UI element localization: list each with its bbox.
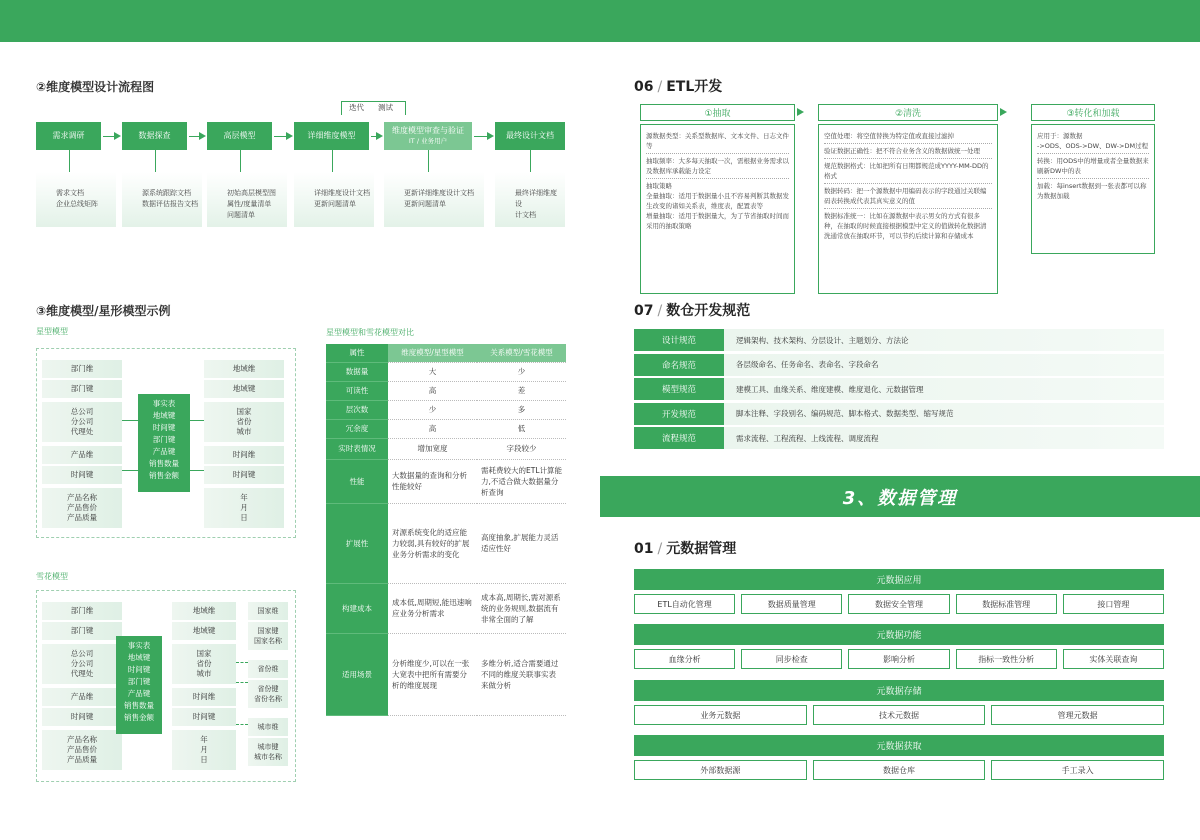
meta-title: 元数据管理 — [666, 541, 737, 557]
etl-arrow — [1000, 108, 1007, 116]
meta-item: 数据质量管理 — [741, 594, 842, 614]
flow-arrow-head — [376, 132, 383, 140]
flow-step-desc: 需求文档 企业总线矩阵 — [36, 172, 116, 227]
compare-cell: 适用场景 — [326, 633, 388, 715]
dimension-cell: 国家 省份 城市 — [172, 644, 236, 684]
etl-item: 数据转码：把一个源数据中用编码表示的字段通过关联编码表转换成代表其真实意义的值 — [824, 184, 992, 209]
meta-group-head: 元数据功能 — [634, 624, 1164, 645]
meta-group-head: 元数据存储 — [634, 680, 1164, 701]
compare-cell: 高度抽象,扩展能力灵活适应性好 — [477, 503, 566, 583]
etl-item: 转换：用ODS中的增量或者全量数据来刷新DW中的表 — [1037, 154, 1149, 179]
sub-dimension-cell: 城市键 城市名称 — [248, 738, 288, 766]
compare-cell: 少 — [388, 400, 477, 419]
compare-cell: 成本高,周期长,需对源系统的业务规则,数据流有非常全面的了解 — [477, 583, 566, 633]
flow-connector — [428, 150, 429, 172]
flow-step — [495, 122, 565, 150]
flow-arrow-head — [487, 132, 494, 140]
flow-step-desc: 更新详细维度设计文档 更新问题清单 — [384, 172, 484, 227]
flow-arrow-line — [474, 136, 488, 137]
compare-cell: 性能 — [326, 459, 388, 503]
flow-connector — [155, 150, 156, 172]
dimension-cell: 产品维 — [42, 446, 122, 464]
dimension-cell: 产品名称 产品售价 产品质量 — [42, 730, 122, 770]
meta-item: 业务元数据 — [634, 705, 807, 725]
flow-arrow-head — [199, 132, 206, 140]
etl-column-head: ①抽取 — [640, 104, 795, 121]
dimension-cell: 时间维 — [204, 446, 284, 464]
compare-header-cell: 维度模型/星型模型 — [388, 344, 477, 362]
meta-group-head: 元数据获取 — [634, 735, 1164, 756]
flow-step-sub: IT / 业务用户 — [408, 137, 448, 145]
etl-item: 源数据类型：关系型数据库、文本文件、日志文件等 — [646, 129, 789, 154]
spec-value: 需求流程、工程流程、上线流程、调度流程 — [736, 433, 879, 443]
flow-step-label: 高层模型 — [223, 131, 256, 140]
sub-dimension-cell: 国家键 国家名称 — [248, 622, 288, 650]
star-model-label: 星型模型 — [36, 327, 68, 336]
spec-row — [634, 403, 1164, 425]
compare-row — [326, 419, 566, 438]
meta-item: 数据标准管理 — [956, 594, 1057, 614]
flow-connector — [69, 150, 70, 172]
etl-column-head: ③转化和加载 — [1031, 104, 1155, 121]
dimension-cell: 地域维 — [204, 360, 284, 378]
flow-step-label: 需求调研 — [52, 131, 85, 140]
flow-arrow-head — [114, 132, 121, 140]
connector — [190, 470, 204, 471]
etl-item: 抽取频率：大多每天抽取一次，需根据业务需求以及数据库承载能力设定 — [646, 154, 789, 179]
compare-row — [326, 438, 566, 459]
compare-cell: 分析维度少,可以在一张大宽表中把所有需要分析的维度展现 — [388, 633, 477, 715]
dashed-connector — [236, 682, 248, 683]
compare-row — [326, 459, 566, 503]
spec-number: 07 — [634, 303, 654, 319]
etl-item: 应用于：源数据 ->ODS、ODS->DW、DW->DM过程 — [1037, 129, 1149, 154]
compare-row — [326, 362, 566, 381]
dimension-cell: 产品维 — [42, 688, 122, 706]
meta-item: 外部数据源 — [634, 760, 807, 780]
sub-dimension-cell: 国家维 — [248, 602, 288, 620]
etl-arrow — [797, 108, 804, 116]
spec-row — [634, 427, 1164, 449]
flow-step — [384, 122, 472, 150]
compare-cell: 字段较少 — [477, 438, 566, 459]
meta-item: 血缘分析 — [634, 649, 735, 669]
snowflake-model-label: 雪花模型 — [36, 572, 68, 581]
spec-row — [634, 329, 1164, 351]
etl-title: ETL开发 — [666, 79, 723, 95]
spec-key: 设计规范 — [634, 329, 724, 351]
compare-row — [326, 633, 566, 715]
compare-cell: 高 — [388, 419, 477, 438]
dashed-connector — [236, 724, 248, 725]
compare-header-cell: 属性 — [326, 344, 388, 362]
etl-column-body — [640, 124, 795, 294]
connector — [122, 470, 138, 471]
flow-step-label: 最终设计文档 — [506, 131, 554, 140]
dimension-cell: 年 月 日 — [172, 730, 236, 770]
flow-arrow-head — [286, 132, 293, 140]
dimension-cell: 地域键 — [172, 622, 236, 640]
etl-item: 加载：每insert数据到一张表都可以称为数据加载 — [1037, 182, 1147, 200]
compare-row — [326, 381, 566, 400]
compare-cell: 低 — [477, 419, 566, 438]
flow-step-desc: 初始高层模型图 属性/度量清单 问题清单 — [207, 172, 287, 227]
section-banner: 3、数据管理 — [600, 476, 1200, 517]
flow-connector — [332, 150, 333, 172]
etl-heading: 06 / ETL开发 — [634, 79, 723, 95]
compare-cell: 大数据量的查询和分析性能较好 — [388, 459, 477, 503]
etl-column-head: ②清洗 — [818, 104, 998, 121]
etl-column-body — [818, 124, 998, 294]
compare-cell: 数据量 — [326, 362, 388, 381]
meta-item: 影响分析 — [848, 649, 949, 669]
compare-cell: 大 — [388, 362, 477, 381]
etl-item: 空值处理：将空值替换为特定值或直接过滤掉 — [824, 129, 992, 144]
compare-cell: 可读性 — [326, 381, 388, 400]
flow-step — [36, 122, 101, 150]
star-section-title: ③维度模型/星形模型示例 — [36, 304, 171, 318]
flow-step-desc: 详细维度设计文档 更新问题清单 — [294, 172, 374, 227]
dimension-cell: 时间键 — [42, 466, 122, 484]
compare-cell: 层次数 — [326, 400, 388, 419]
flow-connector — [530, 150, 531, 172]
connector — [190, 420, 204, 421]
spec-key: 开发规范 — [634, 403, 724, 425]
compare-title: 星型模型和雪花模型对比 — [326, 328, 414, 337]
compare-header-row — [326, 344, 566, 362]
compare-row — [326, 400, 566, 419]
compare-cell: 对源系统变化的适应能力较弱,具有较好的扩展业务分析需求的变化 — [388, 503, 477, 583]
fact-table: 事实表 地域键 时间键 部门键 产品键 销售数量 销售金额 — [116, 636, 162, 734]
dashed-connector — [236, 662, 248, 663]
compare-header-cell: 关系模型/雪花模型 — [477, 344, 566, 362]
compare-cell: 增加宽度 — [388, 438, 477, 459]
dimension-cell: 总公司 分公司 代理处 — [42, 644, 122, 684]
flow-step-desc: 最终详细维度设 计文档 — [495, 172, 565, 227]
flow-step — [207, 122, 272, 150]
meta-item: 数据仓库 — [813, 760, 986, 780]
flow-title: ②维度模型设计流程图 — [36, 80, 155, 94]
etl-number: 06 — [634, 79, 654, 95]
etl-item: 数据标准统一：比如在源数据中表示男女的方式有很多种，在抽取的时候直接根据模型中定义的值做转化数据清洗通常放在抽取环节，可以节约后续计算和存储成本 — [824, 212, 987, 240]
compare-cell: 少 — [477, 362, 566, 381]
spec-key: 模型规范 — [634, 378, 724, 400]
sub-dimension-cell: 城市维 — [248, 718, 288, 736]
meta-item: 同步检查 — [741, 649, 842, 669]
compare-table — [326, 344, 566, 716]
fact-table: 事实表 地域键 时间键 部门键 产品键 销售数量 销售金额 — [138, 394, 190, 492]
compare-cell: 构建成本 — [326, 583, 388, 633]
spec-title: 数仓开发规范 — [666, 303, 751, 319]
meta-heading: 01 / 元数据管理 — [634, 541, 737, 557]
meta-item: 管理元数据 — [991, 705, 1164, 725]
dimension-cell: 年 月 日 — [204, 488, 284, 528]
meta-item: 指标一致性分析 — [956, 649, 1057, 669]
spec-value: 逻辑架构、技术架构、分层设计、主题划分、方法论 — [736, 335, 909, 345]
dimension-cell: 产品名称 产品售价 产品质量 — [42, 488, 122, 528]
dimension-cell: 部门键 — [42, 380, 122, 398]
flow-step-label: 数据探查 — [138, 131, 171, 140]
compare-row — [326, 503, 566, 583]
spec-row — [634, 354, 1164, 376]
spec-row — [634, 378, 1164, 400]
meta-item: 实体关联查询 — [1063, 649, 1164, 669]
iteration-label: 迭代 — [349, 103, 364, 112]
spec-value: 建模工具、血缘关系、维度建模、维度退化、元数据管理 — [736, 384, 924, 394]
connector — [122, 420, 138, 421]
dimension-cell: 部门键 — [42, 622, 122, 640]
compare-cell: 实时表情况 — [326, 438, 388, 459]
dimension-cell: 部门维 — [42, 602, 122, 620]
compare-cell: 多 — [477, 400, 566, 419]
spec-key: 流程规范 — [634, 427, 724, 449]
dimension-cell: 部门维 — [42, 360, 122, 378]
etl-item: 抽取策略 全量抽取：适用于数据量小且不容易判断其数据发生改变的诸如关系表，维度表，配置表等 增量抽取：适用于数据量大，为了节省抽取时间而采用的抽取策略 — [646, 182, 789, 230]
sub-dimension-cell: 省份维 — [248, 660, 288, 678]
compare-cell: 成本低,周期短,能迅速响应业务分析需求 — [388, 583, 477, 633]
flow-step — [294, 122, 369, 150]
flow-connector — [240, 150, 241, 172]
top-banner — [0, 0, 1200, 42]
sub-dimension-cell: 省份键 省份名称 — [248, 680, 288, 708]
meta-item: ETL自动化管理 — [634, 594, 735, 614]
dimension-cell: 时间键 — [172, 708, 236, 726]
dimension-cell: 地域键 — [204, 380, 284, 398]
compare-cell: 差 — [477, 381, 566, 400]
dimension-cell: 地域维 — [172, 602, 236, 620]
meta-item: 手工录入 — [991, 760, 1164, 780]
meta-item: 技术元数据 — [813, 705, 986, 725]
meta-number: 01 — [634, 541, 654, 557]
compare-cell: 扩展性 — [326, 503, 388, 583]
dimension-cell: 时间键 — [204, 466, 284, 484]
etl-item: 规范数据格式：比如把所有日期都规范成YYYY-MM-DD的格式 — [824, 159, 992, 184]
dimension-cell: 时间维 — [172, 688, 236, 706]
compare-cell: 冗余度 — [326, 419, 388, 438]
spec-value: 脚本注释、字段别名、编码规范、脚本格式、数据类型、缩写规范 — [736, 409, 954, 418]
etl-column-body — [1031, 124, 1155, 254]
dimension-cell: 总公司 分公司 代理处 — [42, 402, 122, 442]
spec-value: 各层级命名、任务命名、表命名、字段命名 — [736, 360, 879, 369]
spec-key: 命名规范 — [634, 354, 724, 376]
flow-step-label: 详细维度模型 — [307, 131, 356, 140]
compare-row — [326, 583, 566, 633]
etl-item: 验证数据正确性：把不符合业务含义的数据做统一处理 — [824, 144, 992, 159]
flow-step-label: 维度模型审查与验证 — [392, 126, 464, 135]
dimension-cell: 国家 省份 城市 — [204, 402, 284, 442]
test-label: 测试 — [378, 103, 393, 112]
compare-cell: 需耗费较大的ETL计算能力,不适合做大数据量分析查询 — [477, 459, 566, 503]
meta-item: 数据安全管理 — [848, 594, 949, 614]
meta-item: 接口管理 — [1063, 594, 1164, 614]
dimension-cell: 时间键 — [42, 708, 122, 726]
flow-step-desc: 源系统跟踪文档 数据评估报告文档 — [122, 172, 202, 227]
flow-step — [122, 122, 187, 150]
spec-heading: 07 / 数仓开发规范 — [634, 303, 751, 319]
compare-cell: 高 — [388, 381, 477, 400]
compare-cell: 多维分析,适合需要通过不同的维度关联事实表来做分析 — [477, 633, 566, 715]
meta-group-head: 元数据应用 — [634, 569, 1164, 590]
